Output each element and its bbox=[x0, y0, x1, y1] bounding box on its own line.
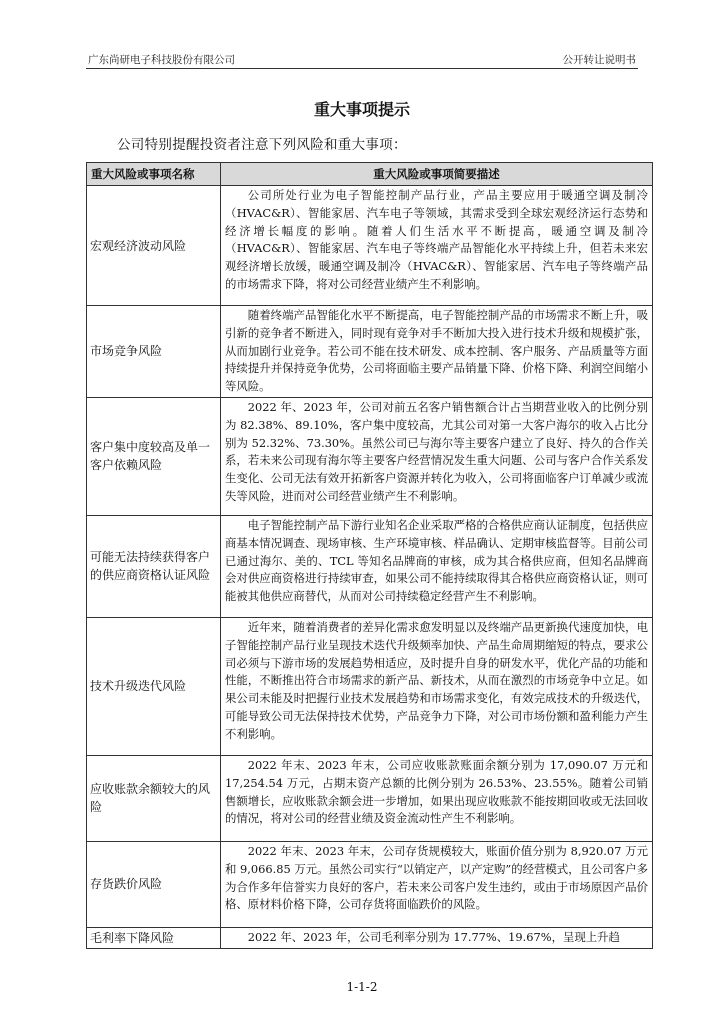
header-document-type: 公开转让说明书 bbox=[562, 54, 636, 66]
risk-name: 客户集中度较高及单一客户依赖风险 bbox=[87, 397, 221, 515]
table-row bbox=[87, 186, 653, 306]
risk-name: 市场竞争风险 bbox=[87, 306, 221, 398]
table-row bbox=[87, 927, 653, 948]
table-row bbox=[87, 617, 653, 755]
table-header-row bbox=[87, 163, 653, 186]
risk-name: 技术升级迭代风险 bbox=[87, 617, 221, 755]
header-company-name: 广东尚研电子科技股份有限公司 bbox=[88, 54, 235, 66]
column-header-name: 重大风险或事项名称 bbox=[87, 163, 221, 186]
column-header-description: 重大风险或事项简要描述 bbox=[221, 163, 653, 186]
risk-table bbox=[86, 162, 653, 949]
risk-description: 2022 年末、2023 年末，公司应收账款账面余额分别为 17,090.07 万元和 17,254.54 万元，占期末资产总额的比例分别为 26.53%、23.55%。随着公司销售额增长，应收账款余额会进一步增加，如果出现应收账款不能按期回收或无法回收的情况，将对公司的经营业绩及资金流动性产生不利影响。 bbox=[221, 755, 653, 841]
risk-description: 2022 年、2023 年，公司对前五名客户销售额合计占当期营业收入的比例分别为 82.38%、89.10%，客户集中度较高，尤其公司对第一大客户海尔的收入占比分别为 52.32%、73.30%。虽然公司已与海尔等主要客户建立了良好、持久的合作关系，若未来公司现有海尔等主要客户经营情况发生重大问题、公司与客户合作关系发生变化、公司无法有效开拓新客户资源并转化为收入，公司将面临客户订单减少或流失等风险，进而对公司经营业绩产生不利影响。 bbox=[221, 397, 653, 515]
risk-name: 应收账款余额较大的风险 bbox=[87, 755, 221, 841]
table-row bbox=[87, 755, 653, 841]
risk-description: 近年来，随着消费者的差异化需求愈发明显以及终端产品更新换代速度加快，电子智能控制产品行业呈现技术迭代升级频率加快、产品生命周期缩短的特点，要求公司必须与下游市场的发展趋势相适应，及时提升自身的研发水平，优化产品的功能和性能，不断推出符合市场需求的新产品、新技术，从而在激烈的市场竞争中立足。如果公司未能及时把握行业技术发展趋势和市场需求变化，有效完成技术的升级迭代，可能导致公司无法保持技术优势，产品竞争力下降，对公司市场份额和盈利能力产生不利影响。 bbox=[221, 617, 653, 755]
risk-name: 存货跌价风险 bbox=[87, 841, 221, 927]
page-number: 1-1-2 bbox=[346, 980, 378, 994]
risk-name: 宏观经济波动风险 bbox=[87, 186, 221, 306]
page-title: 重大事项提示 bbox=[313, 100, 410, 119]
risk-description: 电子智能控制产品下游行业知名企业采取严格的合格供应商认证制度，包括供应商基本情况调查、现场审核、生产环境审核、样品确认、定期审核监督等。目前公司已通过海尔、美的、TCL 等知名品牌商的审核，成为其合格供应商，但知名品牌商会对供应商资格进行持续审查，如果公司不能持续取得其合格供应商资格认证，则可能被其他供应商替代，从而对公司持续稳定经营产生不利影响。 bbox=[221, 515, 653, 617]
page-header bbox=[86, 52, 638, 69]
table-row bbox=[87, 841, 653, 927]
risk-description: 公司所处行业为电子智能控制产品行业，产品主要应用于暖通空调及制冷（HVAC&R）、智能家居、汽车电子等领域，其需求受到全球宏观经济运行态势和经济增长幅度的影响。随着人们生活水平不断提高，暖通空调及制冷（HVAC&R）、智能家居、汽车电子等终端产品智能化水平持续上升，但若未来宏观经济增长放缓，暖通空调及制冷（HVAC&R）、智能家居、汽车电子等终端产品的市场需求下降，将对公司经营业绩产生不利影响。 bbox=[221, 186, 653, 306]
intro-paragraph: 公司特别提醒投资者注意下列风险和重大事项： bbox=[117, 137, 407, 153]
risk-description: 2022 年末、2023 年末，公司存货规模较大，账面价值分别为 8,920.07 万元和 9,066.85 万元。虽然公司实行“以销定产，以产定购”的经营模式，且公司客户多为合作多年信誉实力良好的客户，若未来公司客户发生违约，或由于市场原因产品价格、原材料价格下降，公司存货将面临跌价的风险。 bbox=[221, 841, 653, 927]
risk-name: 毛利率下降风险 bbox=[87, 927, 221, 948]
risk-name: 可能无法持续获得客户的供应商资格认证风险 bbox=[87, 515, 221, 617]
table-row bbox=[87, 397, 653, 515]
risk-description: 2022 年、2023 年，公司毛利率分别为 17.77%、19.67%，呈现上升趋 bbox=[221, 927, 653, 948]
table-row bbox=[87, 515, 653, 617]
risk-description: 随着终端产品智能化水平不断提高，电子智能控制产品的市场需求不断上升，吸引新的竞争者不断进入，同时现有竞争对手不断加大投入进行技术升级和规模扩张，从而加剧行业竞争。若公司不能在技术研发、成本控制、客户服务、产品质量等方面持续提升并保持竞争优势，公司将面临主要产品销量下降、价格下降、利润空间缩小等风险。 bbox=[221, 306, 653, 398]
table-row bbox=[87, 306, 653, 398]
